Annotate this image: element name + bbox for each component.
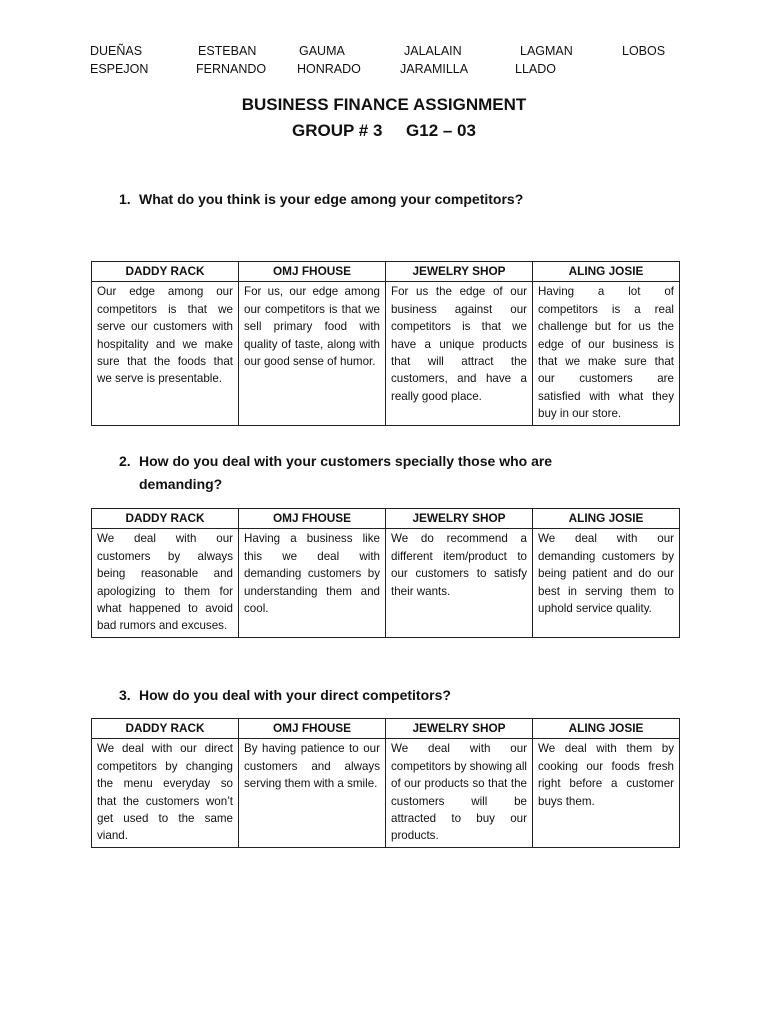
member-name: LLADO (515, 62, 556, 76)
group-members (90, 44, 690, 80)
answer-cell: For us the edge of our business against our competitors is that we have a unique products that will attract the customers, and have a really good place. (386, 282, 533, 425)
answer-cell: By having patience to our customers and always serving them with a smile. (239, 739, 386, 847)
question-number: 2. (119, 453, 131, 469)
column-header: JEWELRY SHOP (386, 719, 533, 739)
assignment-title: BUSINESS FINANCE ASSIGNMENT (241, 95, 527, 114)
column-header: ALING JOSIE (533, 719, 680, 739)
table-header-row (92, 262, 680, 282)
question-text: How do you deal with your direct competitors? (139, 687, 451, 703)
member-name: DUEÑAS (90, 44, 143, 58)
answer-cell: We deal with our customers by always being reasonable and apologizing to them for what happened to avoid bad rumors and excuses. (92, 529, 239, 637)
column-header: JEWELRY SHOP (386, 262, 533, 282)
column-header: OMJ FHOUSE (239, 719, 386, 739)
column-header: OMJ FHOUSE (239, 262, 386, 282)
table-header-row (92, 509, 680, 529)
answer-table-3 (91, 718, 680, 848)
member-name: ESTEBAN (198, 44, 257, 58)
members-row-1 (90, 44, 690, 62)
members-row-2 (90, 62, 690, 80)
column-header: OMJ FHOUSE (239, 509, 386, 529)
answer-cell: For us, our edge among our competitors is that we sell primary food with quality of taste, along with our good sense of humor. (239, 282, 386, 425)
answer-cell: We deal with our demanding customers by being patient and do our best in serving them to uphold service quality. (533, 529, 680, 637)
member-name: LOBOS (622, 44, 666, 58)
table-row (92, 282, 680, 425)
column-header: DADDY RACK (92, 719, 239, 739)
member-name: LAGMAN (520, 44, 573, 58)
question-1 (119, 188, 619, 211)
answer-cell: We deal with them by cooking our foods fresh right before a customer buys them. (533, 739, 680, 847)
question-text: What do you think is your edge among your competitors? (139, 191, 524, 207)
question-number: 3. (119, 687, 131, 703)
column-header: ALING JOSIE (533, 262, 680, 282)
table-row (92, 529, 680, 637)
question-number: 1. (119, 191, 131, 207)
member-name: HONRADO (297, 62, 361, 76)
column-header: ALING JOSIE (533, 509, 680, 529)
table-row (92, 739, 680, 847)
answer-cell: We deal with our direct competitors by changing the menu everyday so that the customers won’t get used to the same viand. (92, 739, 239, 847)
member-name: ESPEJON (90, 62, 149, 76)
column-header: JEWELRY SHOP (386, 509, 533, 529)
answer-cell: Our edge among our competitors is that we serve our customers with hospitality and we make sure that the foods that we serve is presentable. (92, 282, 239, 425)
answer-table-2 (91, 508, 680, 638)
answer-cell: Having a lot of competitors is a real challenge but for us the edge of our business is that we make sure that our customers are satisfied with what they buy in our store. (533, 282, 680, 425)
answer-cell: We do recommend a different item/product to our customers to satisfy their wants. (386, 529, 533, 637)
question-3 (119, 684, 619, 707)
member-name: JALALAIN (404, 44, 462, 58)
answer-table-1 (91, 261, 680, 426)
member-name: GAUMA (299, 44, 345, 58)
member-name: JARAMILLA (400, 62, 469, 76)
question-text: How do you deal with your customers specially those who are demanding? (139, 453, 553, 492)
column-header: DADDY RACK (92, 262, 239, 282)
answer-cell: Having a business like this we deal with demanding customers by understanding them and cool. (239, 529, 386, 637)
answer-cell: We deal with our competitors by showing all of our products so that the customers will be attracted to buy our products. (386, 739, 533, 847)
group-title: GROUP # 3 G12 – 03 (292, 121, 476, 140)
table-header-row (92, 719, 680, 739)
member-name: FERNANDO (196, 62, 267, 76)
question-2 (119, 450, 589, 496)
column-header: DADDY RACK (92, 509, 239, 529)
